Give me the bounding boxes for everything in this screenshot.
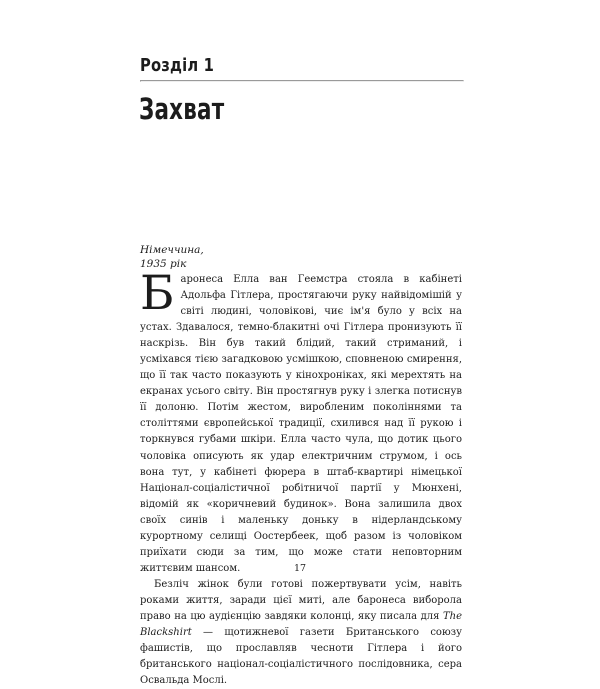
paragraph-2	[140, 577, 462, 689]
chapter-title: Захват	[139, 92, 225, 126]
chapter-label: Розділ 1	[140, 55, 215, 76]
paragraph-2-text-start: Безліч жінок були готові пожертвувати усім, навіть роками життя, заради цієї миті, але баронеса виборола право на цю аудієнцію завдяки колонці, яку писала для	[140, 578, 462, 622]
chapter-divider	[140, 80, 464, 82]
paragraph-1-text: аронеса Елла ван Геемстра стояла в кабінеті Адольфа Гітлера, простягаючи руку найвідомішій у світі людині, чоловікові, чиє ім'я було у всіх на устах. Здавалося, темно-блакитні очі Гітлера пронизують її наскрізь. Він був такий блідий, такий стриманий, і усміхався тією загадковою усмішкою, сповненою смирення, що її так часто показують у кінохроніках, які мерехтять на екранах усього світу. Він простягнув руку і злегка потиснув її долоню. Потім жестом, виробленим поколіннями та століттями європейської традиції, схилився над її рукою і торкнувся губами шкіри. Елла часто чула, що дотик цього чоловіка описують як удар електричним струмом, і ось вона тут, у кабінеті фюрера в штаб-квартирі німецької Націонал-соціалістичної робітничої партії у Мюнхені, відомій як «коричневий будинок». Вона залишила двох своїх синів і маленьку доньку в нідерландському курортному селищі Oостербеек, щоб разом із чоловіком приїхати сюди за тим, що може стати неповторним життєвим шансом.	[140, 274, 462, 574]
page-number: 17	[293, 563, 307, 574]
paragraph-2-text-end: — щотижневої газети Британського союзу фашистів, що прославляв чесноти Гітлера і його британського націонал-соціалістичного послідовника, сера Освальда Мослі.	[140, 627, 462, 687]
body-text	[140, 266, 462, 689]
magazine-title: The Blackshirt	[140, 610, 462, 639]
paragraph-1	[140, 266, 462, 577]
date-line: 1935 рік	[140, 258, 187, 270]
place-line: Німеччина,	[140, 244, 204, 256]
drop-cap: Б	[140, 266, 175, 321]
